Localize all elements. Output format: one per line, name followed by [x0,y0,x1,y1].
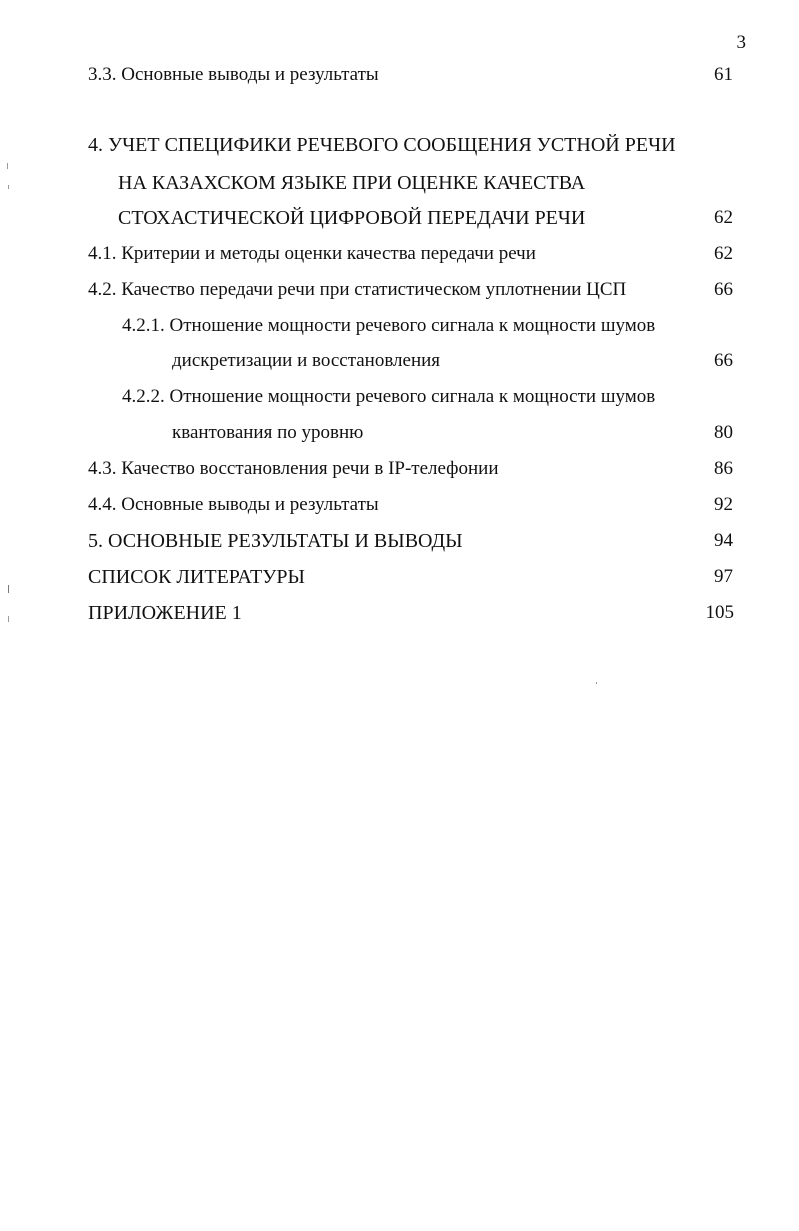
toc-entry-title: 4.2.2. Отношение мощности речевого сигнала к мощности шумов [122,386,656,407]
toc-entry-title: 4.1. Критерии и методы оценки качества передачи речи [88,243,536,264]
toc-entry-page: 62 [714,207,733,228]
toc-entry-title: 4.3. Качество восстановления речи в IP-телефонии [88,458,499,479]
toc-entry-4-line-1 [0,130,799,160]
toc-entry-page: 66 [714,350,733,371]
toc-entry-page: 61 [714,64,733,85]
toc-entry-title: ПРИЛОЖЕНИЕ 1 [88,602,242,624]
toc-entry-4-2-2-line-1 [0,382,799,412]
toc-entry-title: квантования по уровню [172,422,364,443]
scan-speck [7,163,8,169]
toc-entry-title: СТОХАСТИЧЕСКОЙ ЦИФРОВОЙ ПЕРЕДАЧИ РЕЧИ [118,207,586,229]
toc-entry-3-3 [0,60,799,90]
toc-entry-4-1 [0,239,799,269]
toc-entry-page: 94 [714,530,733,551]
toc-entry-title: 4.4. Основные выводы и результаты [88,494,379,515]
toc-entry-title: 4.2.1. Отношение мощности речевого сигнала к мощности шумов [122,315,656,336]
toc-entry-page: 80 [714,422,733,443]
toc-entry-page: 66 [714,279,733,300]
toc-entry-title: СПИСОК ЛИТЕРАТУРЫ [88,566,305,588]
toc-entry-page: 62 [714,243,733,264]
toc-entry-5 [0,526,799,556]
toc-entry-title: 4. УЧЕТ СПЕЦИФИКИ РЕЧЕВОГО СООБЩЕНИЯ УСТНОЙ РЕЧИ [88,134,676,156]
page-number: 3 [736,32,746,53]
toc-entry-title: 3.3. Основные выводы и результаты [88,64,379,85]
toc-entry-4-3 [0,454,799,484]
toc-entry-literature [0,562,799,592]
toc-entry-page: 105 [705,602,734,623]
toc-entry-title: НА КАЗАХСКОМ ЯЗЫКЕ ПРИ ОЦЕНКЕ КАЧЕСТВА [118,172,586,194]
toc-entry-4-2 [0,275,799,305]
toc-entry-4-line-2 [0,168,799,198]
toc-entry-4-line-3 [0,203,799,233]
toc-entry-title: 5. ОСНОВНЫЕ РЕЗУЛЬТАТЫ И ВЫВОДЫ [88,530,463,552]
scan-speck [8,185,9,189]
toc-entry-page: 86 [714,458,733,479]
toc-entry-title: дискретизации и восстановления [172,350,441,371]
toc-entry-4-2-1-line-2 [0,346,799,376]
scan-speck [8,585,9,593]
toc-entry-page: 97 [714,566,733,587]
toc-entry-4-2-1-line-1 [0,311,799,341]
toc-entry-4-4 [0,490,799,520]
toc-entry-title: 4.2. Качество передачи речи при статистическом уплотнении ЦСП [88,279,627,300]
toc-entry-4-2-2-line-2 [0,418,799,448]
scan-speck [596,682,597,684]
toc-entry-appendix-1 [0,598,799,628]
toc-entry-page: 92 [714,494,733,515]
scan-speck [8,616,9,622]
